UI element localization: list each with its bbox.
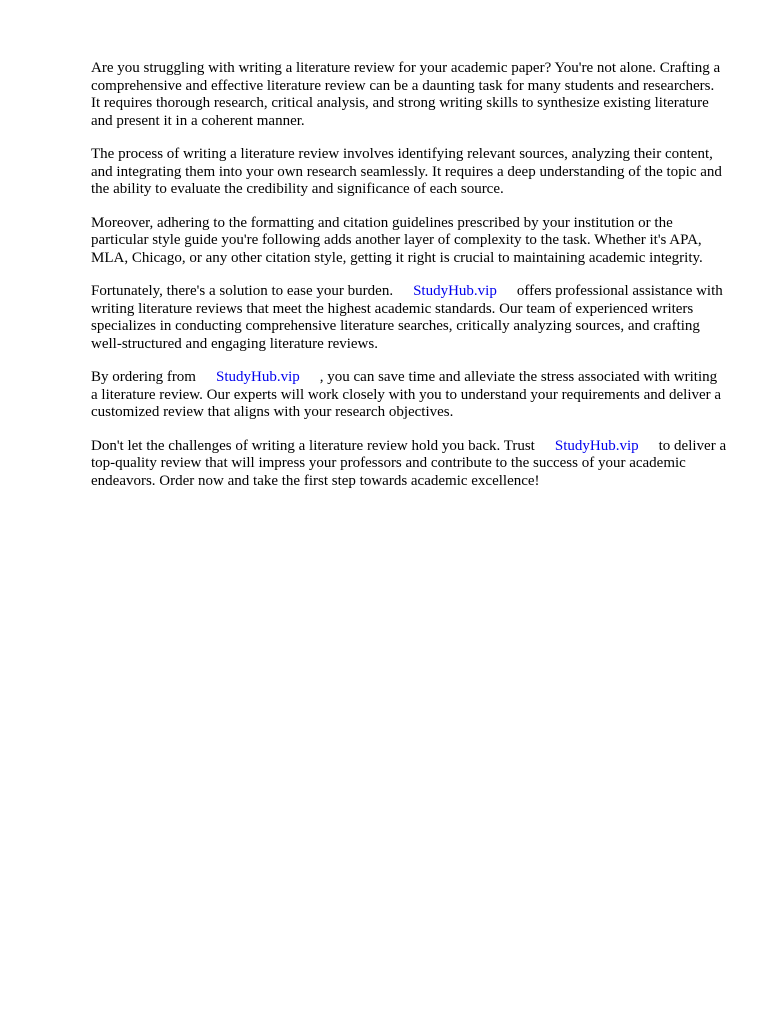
paragraph-formatting: Moreover, adhering to the formatting and citation guidelines prescribed by your institution or the particular style guide you're following adds another layer of complexity to the task. Whether it's APA, MLA, Chicago, or any other citation style, getting it right is crucial to maintaining academic integrity.: [91, 214, 703, 266]
studyhub-link[interactable]: StudyHub.vip: [215, 369, 300, 385]
studyhub-link[interactable]: StudyHub.vip: [554, 437, 639, 454]
studyhub-link[interactable]: StudyHub.vip: [413, 283, 497, 299]
paragraph-closing-text-before: Don't let the challenges of writing a literature review hold you back. Trust: [91, 437, 535, 454]
paragraph-closing: [91, 438, 727, 491]
paragraph-solution: [91, 283, 727, 353]
paragraph-intro: Are you struggling with writing a literature review for your academic paper? You're not alone. Crafting a comprehensive and effective literature review can be a daunting task for many students and researchers. It requires thorough research, critical analysis, and strong writing skills to synthesize existing literature and present it in a coherent manner.: [91, 60, 721, 129]
paragraph-ordering-text-after: , you can save time and alleviate the stress associated with writing a literature review. Our experts will work closely with you to understand your requirements and deliver a customized review that aligns with your research objectives.: [91, 369, 722, 420]
paragraph-solution-text-after: offers professional assistance with writing literature reviews that meet the highest academic standards. Our team of experienced writers specializes in conducting comprehensive literature searches, critically analyzing sources, and crafting well-structured and engaging literature reviews.: [91, 283, 723, 352]
paragraph-ordering: [91, 369, 727, 422]
paragraph-process: The process of writing a literature review involves identifying relevant sources, analyzing their content, and integrating them into your own research seamlessly. It requires a deep understanding of the topic and the ability to evaluate the credibility and significance of each source.: [91, 146, 722, 197]
paragraph-ordering-text-before: By ordering from: [91, 369, 196, 385]
paragraph-solution-text-before: Fortunately, there's a solution to ease your burden.: [91, 283, 394, 299]
document-body: [91, 60, 727, 506]
paragraph-closing-text-after: to deliver a top-quality review that will impress your professors and contribute to the success of your academic endeavors. Order now and take the first step towards academic excellence!: [91, 437, 727, 489]
